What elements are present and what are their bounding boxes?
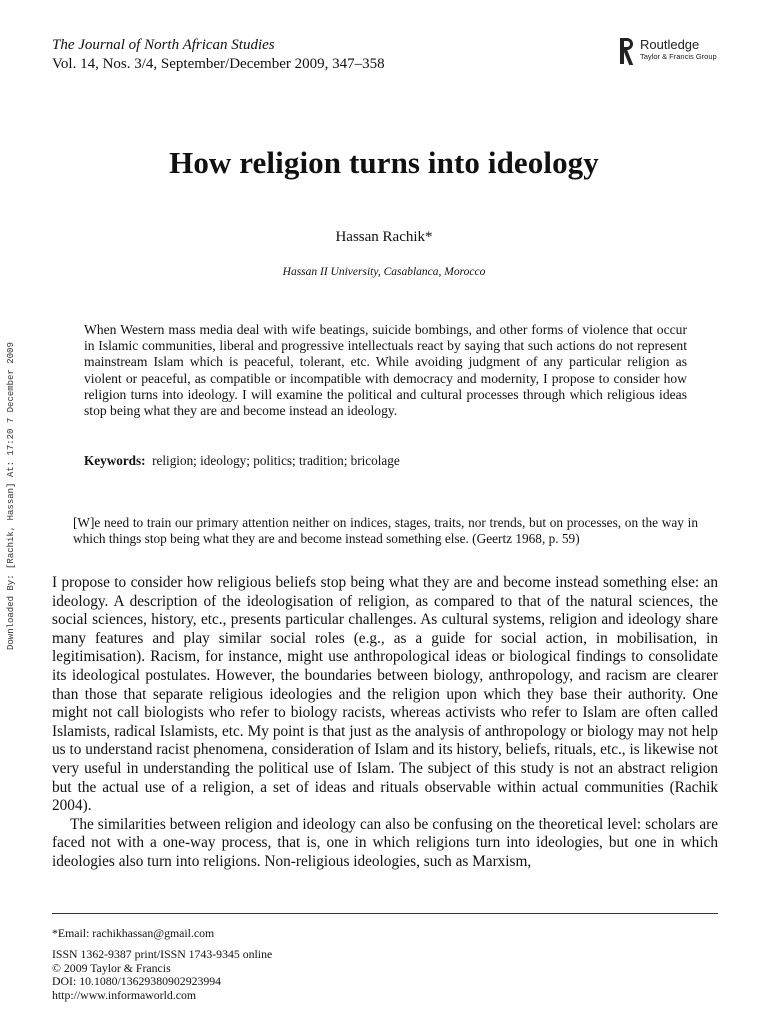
publication-info: [52, 948, 272, 1002]
footnote-divider: [52, 913, 718, 914]
publisher-logo: [620, 38, 717, 64]
author-name: Hassan Rachik*: [335, 229, 433, 245]
article-title: How religion turns into ideology: [169, 145, 599, 180]
epigraph: [W]e need to train our primary attention neither on indices, stages, traits, nor trends, but on processes, on the way in which things stop being what they are and become instead something else. (Geertz 1968, p. 59): [73, 515, 698, 546]
publisher-name: Routledge: [640, 37, 700, 52]
keywords: [84, 453, 687, 469]
routledge-logo-icon: [620, 38, 634, 64]
abstract: When Western mass media deal with wife beatings, suicide bombings, and other forms of violence that occur in Islamic communities, liberal and progressive intellectuals react by saying that such actions do not represent mainstream Islam which is peaceful, tolerant, etc. While avoiding judgment of any particular religion as violent or peaceful, as compatible or incompatible with democracy and modernity, I propose to consider how religion turns into ideology. I will examine the political and cultural processes through which religious ideas stop being what they are and become instead an ideology.: [84, 322, 687, 419]
keywords-text: religion; ideology; politics; tradition; bricolage: [152, 453, 400, 468]
issn-line: ISSN 1362-9387 print/ISSN 1743-9345 online: [52, 947, 273, 961]
journal-title: The Journal of North African Studies: [52, 37, 275, 53]
body-paragraph-1: I propose to consider how religious beliefs stop being what they are and become instead something else: an ideology. A description of the ideologisation of religion, as compared to that of the natural sciences, the social sciences, history, etc., presents particular challenges. As cultural systems, religion and ideology share many features and play similar social roles (e.g., as a guide for social action, in mobilisation, in legitimisation). Racism, for instance, might use anthropological ideas or biological findings to consolidate its ideological postulates. However, the boundaries between biology, anthropology, and racism are clearer than those that separate religious ideologies and the religion upon which they base their authority. One might not call biologists who refer to biology racists, whereas activists who refer to Islam are often called Islamists, radical Islamists, etc. My point is that just as the analysis of anthropology or biology may not help us to understand racist phenomena, consideration of Islam and its history, beliefs, rituals, etc., is likewise not very useful in understanding the political use of Islam. The subject of this study is not an abstract religion but the actual use of a religion, a set of ideas and rituals observable within actual communities (Rachik 2004).: [52, 574, 718, 815]
doi-line: DOI: 10.1080/13629380902923994: [52, 974, 222, 989]
body-text: [52, 574, 718, 872]
volume-info: Vol. 14, Nos. 3/4, September/December 2009, 347–358: [52, 56, 385, 72]
copyright-line: © 2009 Taylor & Francis: [52, 960, 171, 975]
keywords-label: Keywords:: [84, 453, 146, 468]
journal-header: [52, 36, 385, 74]
publisher-subtitle: Taylor & Francis Group: [640, 52, 717, 61]
publisher-url-link[interactable]: http://www.informaworld.com: [52, 987, 197, 1002]
download-watermark: Downloaded By: [Rachik, Hassan] At: 17:20 7 December 2009: [6, 342, 16, 650]
author-affiliation: Hassan II University, Casablanca, Morocco: [282, 266, 486, 278]
body-paragraph-2: The similarities between religion and ideology can also be confusing on the theoretical level: scholars are faced not with a one-way process, that is, one in which religions turn into ideologies, but one in which ideologies also turn into religions. Non-religious ideologies, such as Marxism,: [52, 815, 718, 870]
footnote-email: *Email: rachikhassan@gmail.com: [52, 926, 215, 940]
